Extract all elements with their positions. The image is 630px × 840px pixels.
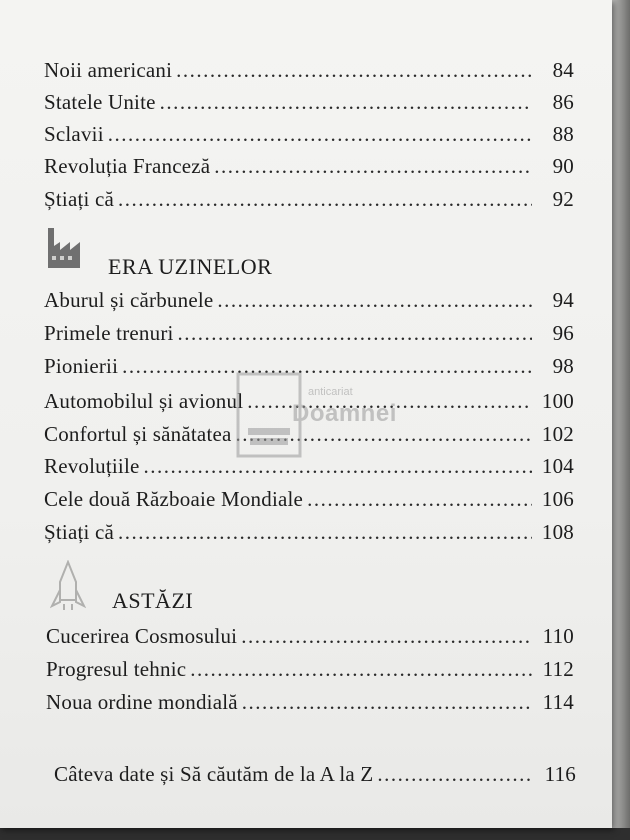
toc-entry-label: Noua ordine mondială	[46, 690, 238, 714]
toc-entry-label: Noii americani	[44, 58, 173, 82]
leader-dots	[190, 657, 532, 682]
toc-entry-page: 84	[552, 58, 574, 82]
leader-dots	[217, 288, 532, 313]
leader-dots	[307, 487, 532, 512]
toc-entry	[44, 122, 574, 147]
toc-entry-label: Automobilul și avionul	[44, 389, 244, 413]
toc-entry	[44, 520, 574, 545]
leader-dots	[118, 520, 532, 545]
toc-entry-page: 110	[542, 624, 574, 648]
section-heading: ERA UZINELOR	[108, 254, 273, 279]
toc-entry	[44, 321, 574, 346]
watermark-text-large: Doamnei	[292, 400, 397, 427]
toc-entry-page: 116	[544, 762, 576, 786]
toc-entry-page: 112	[542, 657, 574, 681]
toc-entry	[44, 58, 574, 83]
toc-entry	[46, 657, 574, 682]
toc-entry-label: Primele trenuri	[44, 321, 174, 345]
toc-entry-label: Cele două Războaie Mondiale	[44, 487, 304, 511]
leader-dots	[108, 122, 532, 147]
toc-entry	[46, 624, 574, 649]
toc-entry-page: 114	[542, 690, 574, 714]
leader-dots	[214, 154, 532, 179]
toc-entry-page: 100	[541, 389, 574, 413]
toc-entry-label: Pionierii	[44, 354, 119, 378]
toc-entry-label: Aburul și cărbunele	[44, 288, 214, 312]
toc-entry-page: 108	[541, 520, 574, 544]
toc-entry-label: Cucerirea Cosmosului	[46, 624, 238, 648]
toc-entry	[44, 487, 574, 512]
toc-entry-page: 94	[552, 288, 574, 312]
leader-dots	[178, 321, 532, 346]
toc-entry-label: Știați că	[44, 520, 115, 544]
leader-dots	[241, 624, 532, 649]
factory-icon	[46, 226, 86, 270]
toc-entry	[44, 288, 574, 313]
watermark	[236, 372, 396, 458]
toc-entry-page: 90	[552, 154, 574, 178]
leader-dots	[176, 58, 532, 83]
toc-entry-label: Statele Unite	[44, 90, 156, 114]
toc-entry-label: Revoluțiile	[44, 454, 140, 478]
toc-entry-page: 106	[541, 487, 574, 511]
leader-dots	[160, 90, 532, 115]
page-edge-shadow	[612, 0, 630, 840]
toc-entry-label: Sclavii	[44, 122, 104, 146]
leader-dots	[118, 187, 532, 212]
toc-entry-page: 86	[552, 90, 574, 114]
watermark-text-small: anticariat	[308, 386, 353, 398]
toc-entry	[44, 187, 574, 212]
toc-entry-page: 96	[552, 321, 574, 345]
toc-entry-label: Știați că	[44, 187, 115, 211]
toc-entry	[44, 90, 574, 115]
leader-dots	[242, 690, 532, 715]
toc-entry	[46, 690, 574, 715]
toc-entry	[44, 154, 574, 179]
toc-entry-label: Câteva date și Să căutăm de la A la Z	[54, 762, 374, 786]
toc-entry-page: 98	[552, 354, 574, 378]
toc-entry-label: Confortul și sănătatea	[44, 422, 232, 446]
rocket-icon	[50, 560, 86, 612]
bottom-background	[0, 828, 630, 840]
toc-entry-page: 102	[541, 422, 574, 446]
toc-entry-page: 88	[552, 122, 574, 146]
leader-dots	[377, 762, 534, 787]
toc-entry-page: 104	[541, 454, 574, 478]
toc-appendix-entry	[54, 762, 576, 787]
toc-entry-page: 92	[552, 187, 574, 211]
section-heading: ASTĂZI	[112, 588, 194, 613]
toc-entry-label: Progresul tehnic	[46, 657, 187, 681]
toc-entry-label: Revoluția Franceză	[44, 154, 211, 178]
